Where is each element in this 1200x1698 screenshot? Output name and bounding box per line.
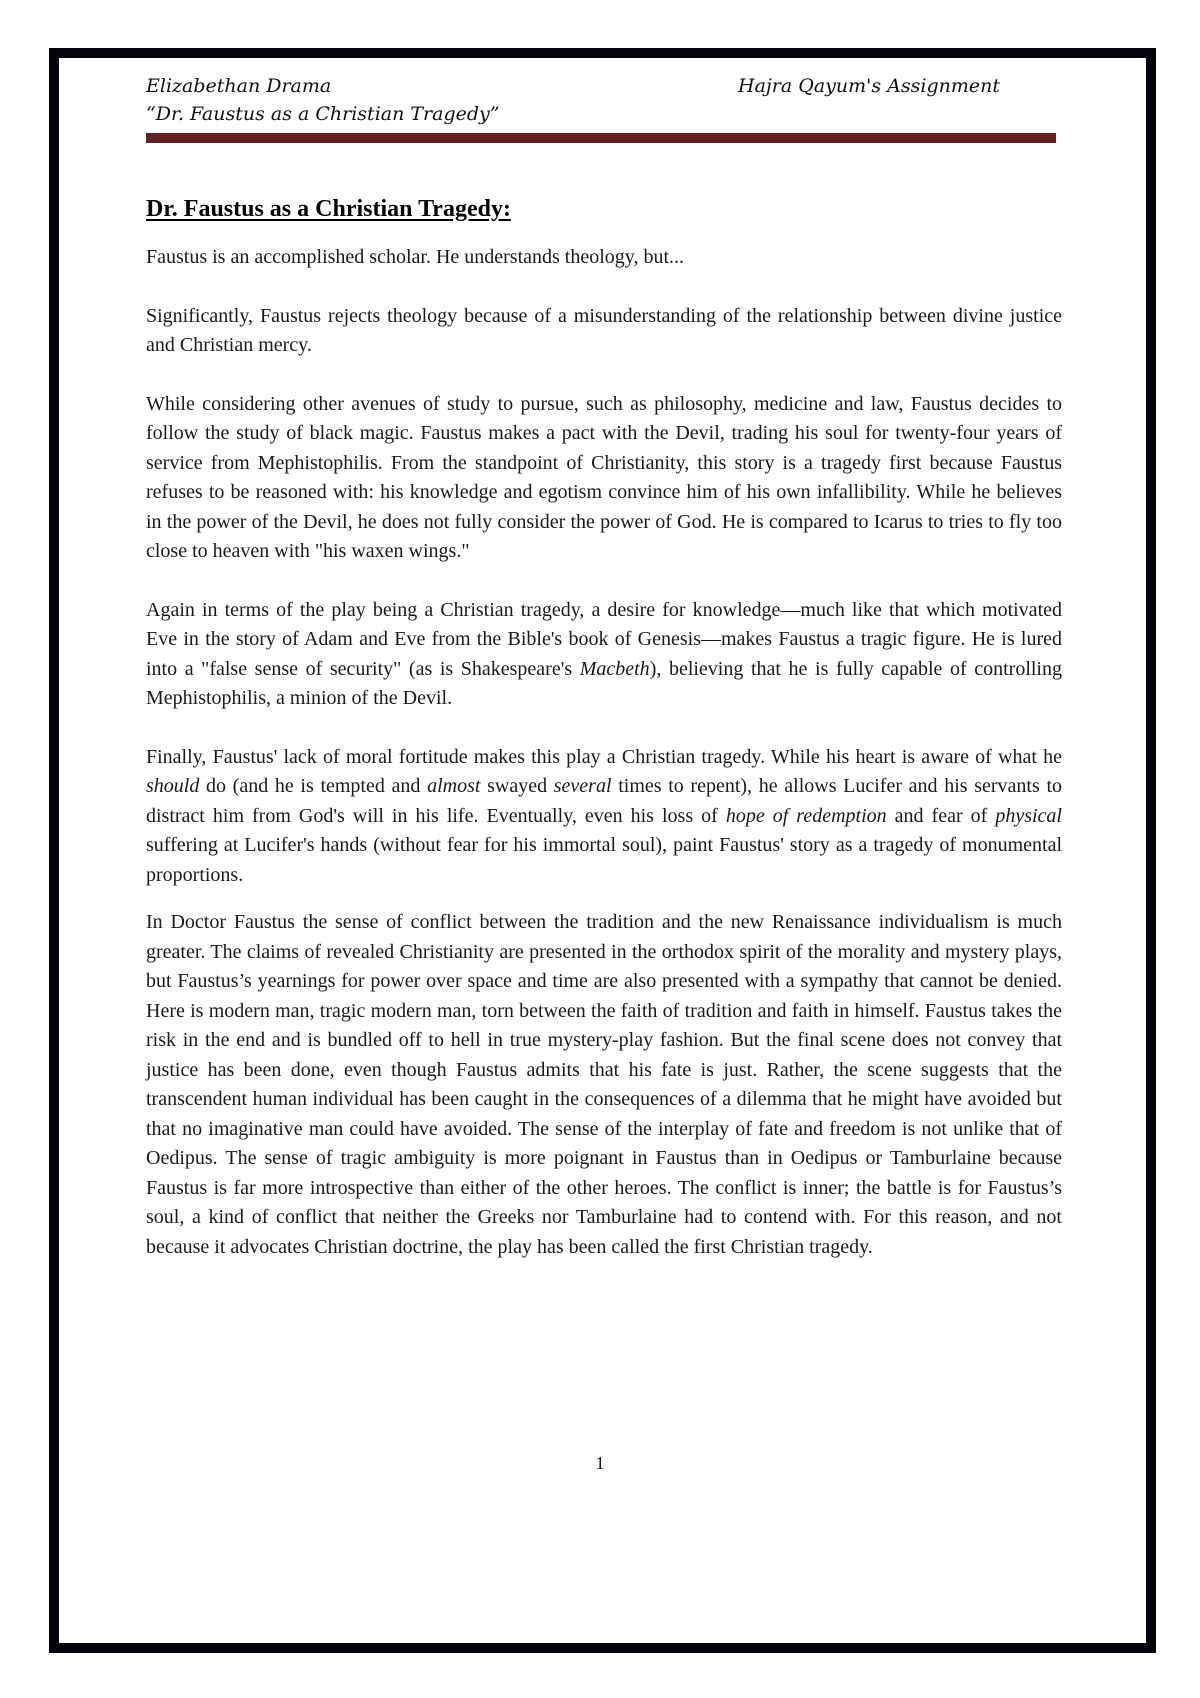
paragraph-5-italic-almost: almost	[427, 775, 481, 797]
paragraph-5-text-2: do (and he is tempted and	[199, 775, 428, 797]
paragraph-5-text-5: and fear of	[886, 804, 996, 827]
paragraph-5-italic-several: several	[553, 775, 612, 797]
paragraph-5	[146, 743, 1062, 891]
page-number: 1	[595, 1453, 605, 1473]
paragraph-5-text-4: times to repent), he allows Lucifer and his servants to distract him from God's will in his life. Eventually, even his loss of	[146, 775, 1062, 827]
author-label: Hajra Qayum's Assignment	[738, 75, 1000, 97]
document-body	[146, 243, 1062, 1291]
paragraph-6: In Doctor Faustus the sense of conflict between the tradition and the new Renaissance individualism is much greater. The claims of revealed Christianity are presented in the orthodox spirit of the morality and mystery plays, but Faustus’s yearnings for power over space and time are also presented with a sympathy that cannot be denied. Here is modern man, tragic modern man, torn between the faith of tradition and faith in himself. Faustus takes the risk in the end and is bundled off to hell in true mystery-play fashion. But the final scene does not convey that justice has been done, even though Faustus admits that his fate is just. Rather, the scene suggests that the transcendent human individual has been caught in the consequences of a dilemma that he might have avoided but that no imaginative man could have avoided. The sense of the interplay of fate and freedom is not unlike that of Oedipus. The sense of tragic ambiguity is more poignant in Faustus than in Oedipus or Tamburlaine because Faustus is far more introspective than either of the other heroes. The conflict is inner; the battle is for Faustus’s soul, a kind of conflict that neither the Greeks nor Tamburlaine had to contend with. For this reason, and not because it advocates Christian doctrine, the play has been called the first Christian tragedy.	[146, 911, 1062, 1258]
course-name: Elizabethan Drama	[146, 75, 332, 97]
paragraph-5-italic-should: should	[146, 775, 200, 797]
document-title: Dr. Faustus as a Christian Tragedy:	[146, 196, 511, 222]
paragraph-2: Significantly, Faustus rejects theology because of a misunderstanding of the relationship between divine justice and Christian mercy.	[146, 304, 1062, 356]
header-rule	[146, 133, 1056, 143]
paragraph-5-italic-hope: hope of redemption	[725, 804, 887, 827]
paragraph-4	[146, 596, 1062, 714]
assignment-subtitle: “Dr. Faustus as a Christian Tragedy”	[146, 103, 500, 125]
paragraph-4-text-2: ), believing that he is fully capable of controlling Mephistophilis, a minion of the Devil.	[146, 657, 1062, 709]
paragraph-5-text-6: suffering at Lucifer's hands (without fear for his immortal soul), paint Faustus' story as a tragedy of monumental proportions.	[146, 834, 1062, 886]
paragraph-4-text-1: Again in terms of the play being a Christian tragedy, a desire for knowledge—much like that which motivated Eve in the story of Adam and Eve from the Bible's book of Genesis—makes Faustus a tragic figure. He is lured into a "false sense of security" (as is Shakespeare's	[146, 598, 1062, 680]
paragraph-5-italic-physical: physical	[995, 804, 1062, 827]
paragraph-1: Faustus is an accomplished scholar. He understands theology, but...	[146, 246, 685, 268]
paragraph-5-text-1: Finally, Faustus' lack of moral fortitude makes this play a Christian tragedy. While his heart is aware of what he	[146, 745, 1062, 768]
paragraph-3: While considering other avenues of study to pursue, such as philosophy, medicine and law, Faustus decides to follow the study of black magic. Faustus makes a pact with the Devil, trading his soul for twenty-four years of service from Mephistophilis. From the standpoint of Christianity, this story is a tragedy first because Faustus refuses to be reasoned with: his knowledge and egotism convince him of his own infallibility. While he believes in the power of the Devil, he does not fully consider the power of God. He is compared to Icarus to tries to fly too close to heaven with "his waxen wings."	[146, 392, 1062, 562]
paragraph-5-text-3: swayed	[480, 775, 554, 797]
paragraph-4-italic-macbeth: Macbeth	[579, 657, 650, 680]
header-left	[146, 72, 499, 128]
